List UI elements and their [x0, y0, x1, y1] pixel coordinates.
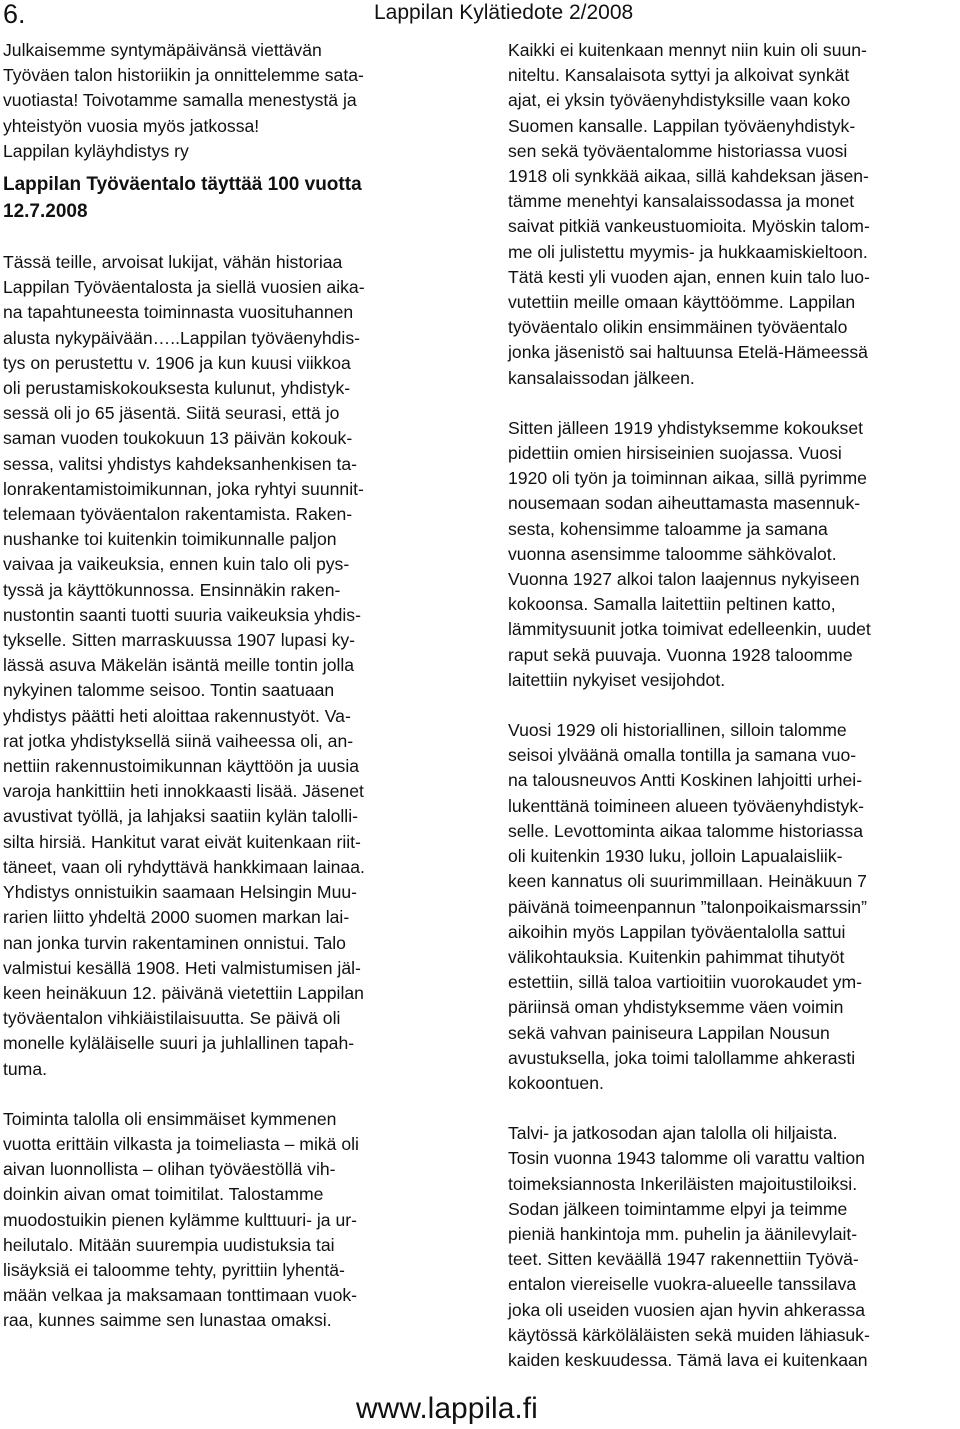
page-number: 6.: [3, 0, 26, 29]
publication-header: Lappilan Kylätiedote 2/2008: [374, 1, 634, 24]
body-paragraph: Kaikki ei kuitenkaan mennyt niin kuin oli suun- niteltu. Kansalaisota syttyi ja alkoivat synkät ajat, ei yksin työväenyhdistyksille vaan koko Suomen kansalle. Lappilan työväenyhdistyk- sen sekä työväentalomme historiassa vuosi 1918 oli synkkää aikaa, sillä kahdeksan jäsen- tämme menehtyi kansalaissodassa ja monet saivat pitkiä vankeustuomioita. Myöskin talom- me oli julistettu myymis- ja hukkaamiskieltoon. Tätä kesti yli vuoden ajan, ennen kuin talo luo- vutettiin meille omaan käyttöömme. Lappilan työväentalo olikin ensimmäinen työväentalo jonka jäsenistö sai haltuunsa Etelä-Hämeessä kansalaissodan jälkeen.: [508, 40, 870, 388]
body-paragraph: Toiminta talolla oli ensimmäiset kymmenen vuotta erittäin vilkasta ja toimeliasta – mikä oli aivan luonnollista – olihan työväestöllä vih- doinkin aivan omat toimitilat. Talostamme muodostuikin pienen kylämme kulttuuri- ja ur- heilutalo. Mitään suurempia uudistuksia tai lisäyksiä ei taloomme tehty, pyrittiin lyhentä- mään velkaa ja maksamaan tonttimaan vuok- raa, kunnes saimme sen lunastaa omaksi.: [3, 1108, 359, 1331]
article-title: Lappilan Työväentalo täyttää 100 vuotta 12.7.2008: [3, 174, 362, 223]
intro-paragraph: Julkaisemme syntymäpäivänsä viettävän Työväen talon historiikin ja onnittelemme sata- vuotiasta! Toivotamme samalla menestystä ja yhteistyön vuosia myös jatkossa!: [3, 40, 364, 136]
body-paragraph: Sitten jälleen 1919 yhdistyksemme kokoukset pidettiin omien hirsiseinien suojassa. Vuosi 1920 oli työn ja toiminnan aikaa, sillä pyrimme nousemaan sodan aiheuttamasta masennuk- sesta, kohensimme taloamme ja samana vuonna asensimme taloomme sähkövalot. Vuonna 1927 alkoi talon laajennus nykyiseen kokoonsa. Samalla laitettiin peltinen katto, lämmitysuunit jotka toimivat edelleenkin, uudet raput sekä puuvaja. Vuonna 1928 taloomme laitettiin nykyiset vesijohdot.: [508, 417, 871, 690]
footer-website-url: www.lappila.fi: [356, 1392, 538, 1425]
intro-signature: Lappilan kyläyhdistys ry: [3, 140, 189, 161]
left-column: [3, 38, 451, 1334]
body-paragraph: Talvi- ja jatkosodan ajan talolla oli hiljaista. Tosin vuonna 1943 talomme oli varattu valtion toimeksiannosta Inkeriläisten majoitustiloiksi. Sodan jälkeen toimintamme elpyi ja teimme pieniä hankintoja mm. puhelin ja äänilevylait- teet. Sitten keväällä 1947 rakennettiin Työvä- entalon viereiselle vuokra-alueelle tanssilava joka oli useiden vuosien ajan hyvin ahkerassa käytössä kärköläläisten sekä muiden lähiasuk- kaiden keskuudessa. Tämä lava ei kuitenkaan: [508, 1123, 870, 1370]
right-column: [508, 38, 957, 1373]
body-paragraph: Vuosi 1929 oli historiallinen, silloin talomme seisoi ylväänä omalla tontilla ja samana vuo- na talousneuvos Antti Koskinen lahjoitti urhei- lukenttänä toimineen alueen työväenyhdistyk- selle. Levottominta aikaa talomme historiassa oli kuitenkin 1930 luku, jolloin Lapualaisliik- keen kannatus oli suurimmillaan. Heinäkuun 7 päivänä toimeenpannun ”talonpoikaismarssin” aikoihin myös Lappilan työväentalolla sattui välikohtauksia. Kuitenkin pahimmat tihutyöt estettiin, sillä taloa vartioitiin vuorokaudet ym- päriinsä oman yhdistyksemme väen voimin sekä vahvan painiseura Lappilan Nousun avustuksella, joka toimi talollamme ahkerasti kokoontuen.: [508, 720, 867, 1093]
body-paragraph: Tässä teille, arvoisat lukijat, vähän historiaa Lappilan Työväentalosta ja siellä vuosien aika- na tapahtuneesta toiminnasta vuosituhannen alusta nykypäivään…..Lappilan työväenyhdis- tys on perustettu v. 1906 ja kun kuusi viikkoa oli perustamiskokouksesta kulunut, yhdistyk- sessä oli jo 65 jäsentä. Siitä seurasi, että jo saman vuoden toukokuun 13 päivän kokouk- sessa, valitsi yhdistys kahdeksanhenkisen ta- lonrakentamistoimikunnan, joka ryhtyi suunnit- telemaan työväentalon rakentamista. Raken- nushanke toi kuitenkin toimikunnalle paljon vaivaa ja vaikeuksia, ennen kuin talo oli pys- tyssä ja käyttökunnossa. Ensinnäkin raken- nustontin saanti tuotti suuria vaikeuksia yhdis- tykselle. Sitten marraskuussa 1907 lupasi ky- lässä asuva Mäkelän isäntä meille tontin jolla nykyinen talomme seisoo. Tontin saatuaan yhdistys päätti heti aloittaa rakennustyöt. Va- rat jotka yhdistyksellä siinä vaiheessa oli, an- nettiin rakennustoimikunnan käyttöön ja uusia varoja hankittiin heti innokkaasti lisää. Jäsenet avustivat työllä, ja lahjaksi saatiin kylän talolli- silta hirsiä. Hankitut varat eivät kuitenkaan riit- täneet, vaan oli ryhdyttävä hankkimaan lainaa. Yhdistys onnistuikin saamaan Helsingin Muu- rarien liitto yhdeltä 2000 suomen markan lai- nan jonka turvin rakentaminen onnistui. Talo valmistui kesällä 1908. Heti valmistumisen jäl- keen heinäkuun 12. päivänä vietettiin Lappilan työväentalon vihkiäistilaisuutta. Se päivä oli monelle kyläläiselle suuri ja juhlallinen tapah- tuma.: [3, 252, 365, 1079]
